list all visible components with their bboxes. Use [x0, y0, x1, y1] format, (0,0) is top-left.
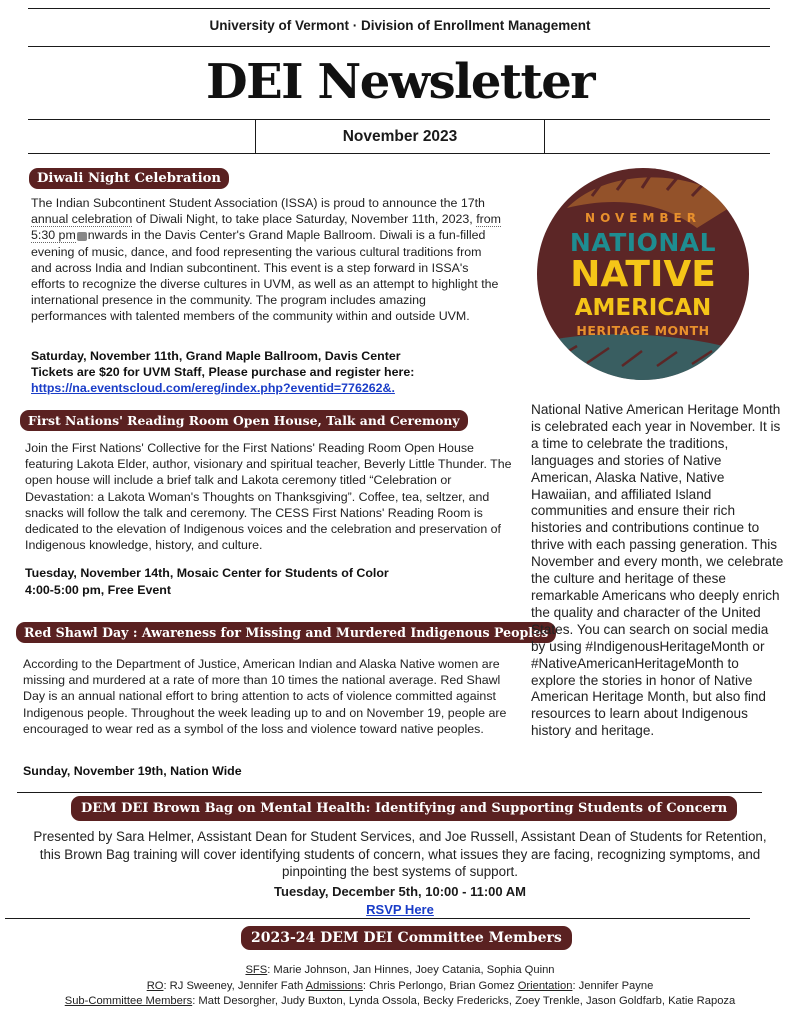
red-shawl-details: Sunday, November 19th, Nation Wide	[23, 764, 242, 778]
committee-heading: 2023-24 DEM DEI Committee Members	[241, 926, 572, 950]
committee-ro-admissions	[0, 980, 800, 992]
diwali-description	[31, 195, 501, 325]
month-rule	[28, 153, 770, 154]
brown-bag-heading: DEM DEI Brown Bag on Mental Health: Identifying and Supporting Students of Concern	[71, 796, 737, 821]
sfs-label: SFS	[245, 964, 268, 976]
ro-label: RO	[146, 980, 164, 992]
sub-committee-label: Sub-Committee Members	[64, 995, 193, 1007]
committee-sub	[0, 995, 800, 1007]
first-nations-details-1: Tuesday, November 14th, Mosaic Center for Students of Color	[25, 566, 389, 580]
newsletter-title: DEI Newsletter	[205, 54, 595, 110]
rsvp-line	[0, 902, 800, 917]
diwali-details-1: Saturday, November 11th, Grand Maple Ballroom, Davis Center	[31, 349, 401, 363]
diwali-details-2: Tickets are $20 for UVM Staff, Please purchase and register here:	[31, 365, 415, 379]
diwali-text-a: The Indian Subcontinent Student Association (ISSA) is proud to announce the 17th	[31, 196, 485, 210]
badge-line-native: NATIVE	[570, 254, 716, 295]
brown-bag-date: Tuesday, December 5th, 10:00 - 11:00 AM	[274, 884, 526, 899]
admissions-label: Admissions	[305, 980, 363, 992]
title-rule	[28, 119, 770, 120]
diwali-heading: Diwali Night Celebration	[29, 168, 229, 189]
top-rule	[28, 8, 770, 9]
committee-rule	[5, 918, 750, 919]
diwali-text-d: from 5:30 pm	[31, 212, 501, 243]
diwali-text-c: of Diwali Night, to take place Saturday, November 11th, 2023,	[132, 212, 477, 227]
brown-bag-rule	[17, 792, 762, 793]
red-shawl-heading: Red Shawl Day : Awareness for Missing and Murdered Indigenous Peoples	[16, 622, 556, 643]
committee-sfs	[0, 964, 800, 976]
sfs-names: : Marie Johnson, Jan Hinnes, Joey Catania, Sophia Quinn	[267, 964, 555, 976]
red-shawl-description: According to the Department of Justice, American Indian and Alaska Native women are missing and murdered at a rate of more than 10 times the national average. Red Shawl Day is an annual national effort to bring attention to acts of violence committed against Indigenous people. Throughout the week leading up to and on November 19, people are encouraged to wear red as a symbol of the loss and violence toward native peoples.	[23, 657, 507, 736]
badge-line-november: NOVEMBER	[585, 211, 701, 225]
admissions-names: : Chris Perlongo, Brian Gomez	[362, 980, 518, 992]
comment-icon	[77, 232, 87, 241]
diwali-register-link[interactable]: https://na.eventscloud.com/ereg/index.php?eventid=776262&.	[31, 381, 395, 395]
sub-committee-names: : Matt Desorgher, Judy Buxton, Lynda Ossola, Becky Fredericks, Zoey Trenkle, Jason Goldfarb, Katie Rapoza	[192, 995, 736, 1007]
badge-line-american: AMERICAN	[574, 295, 712, 321]
diwali-text-e: nwards in the Davis Center's Grand Maple Ballroom. Diwali is a fun-filled evening of music, dance, and food representing the various cultural traditions from and across India and Indian subcontinent. This event is a step forward in ISSA's efforts to recognize the diverse cultures in UVM, as well as an attempt to highlight the international presence in the community. The program includes amazing performances with talented members of the community within and outside UVM.	[31, 228, 499, 324]
issue-month: November 2023	[342, 128, 458, 145]
organization-name: University of Vermont · Division of Enrollment Management	[209, 18, 591, 33]
orientation-names: : Jennifer Payne	[572, 980, 654, 992]
badge-line-national: NATIONAL	[569, 228, 717, 257]
orientation-label: Orientation	[517, 980, 573, 992]
heritage-month-badge	[537, 168, 749, 380]
first-nations-heading: First Nations' Reading Room Open House, Talk and Ceremony	[20, 410, 468, 431]
first-nations-details-2: 4:00-5:00 pm, Free Event	[25, 583, 171, 597]
ro-names: : RJ Sweeney, Jennifer Fath	[163, 980, 306, 992]
brown-bag-description: Presented by Sara Helmer, Assistant Dean for Student Services, and Joe Russell, Assistant Dean of Students for Retention, this Brown Bag training will cover identifying students of concern, what issues they are facing, recognizing symptoms, and pinpointing the best systems of support.	[33, 829, 767, 880]
first-nations-description: Join the First Nations' Collective for the First Nations' Reading Room Open House featuring Lakota Elder, author, visionary and spiritual teacher, Beverly Little Thunder. The open house will include a brief talk and Lakota ceremony titled “Celebration or Devastation: a Lakota Woman's Thoughts on Thanksgiving”. Coffee, tea, seltzer, and snacks will follow the talk and ceremony. The CESS First Nations' Reading Room is dedicated to the elevation of Indigenous voices and the celebration and preservation of Indigenous knowledge, history, and culture.	[25, 441, 512, 553]
rsvp-link[interactable]: RSVP Here	[366, 902, 434, 917]
header-rule	[28, 46, 770, 47]
badge-line-heritage-month: HERITAGE MONTH	[576, 323, 710, 338]
diwali-text-b: annual celebration	[31, 212, 133, 227]
heritage-month-text: National Native American Heritage Month is celebrated each year in November. It is a time to celebrate the traditions, languages and stories of Native American, Alaska Native, Native Hawaiian, and affiliated Island communities and ensure their rich histories and contributions continue to thrive with each passing generation. This November and every month, we celebrate the culture and heritage of these remarkable Americans who deeply enrich the quality and character of the United States. You can search on social media by using #IndigenousHeritageMonth or #NativeAmericanHeritageMonth to explore the stories in honor of Native American Heritage Month, but also find resources to learn about Indigenous history and heritage.	[531, 402, 784, 739]
